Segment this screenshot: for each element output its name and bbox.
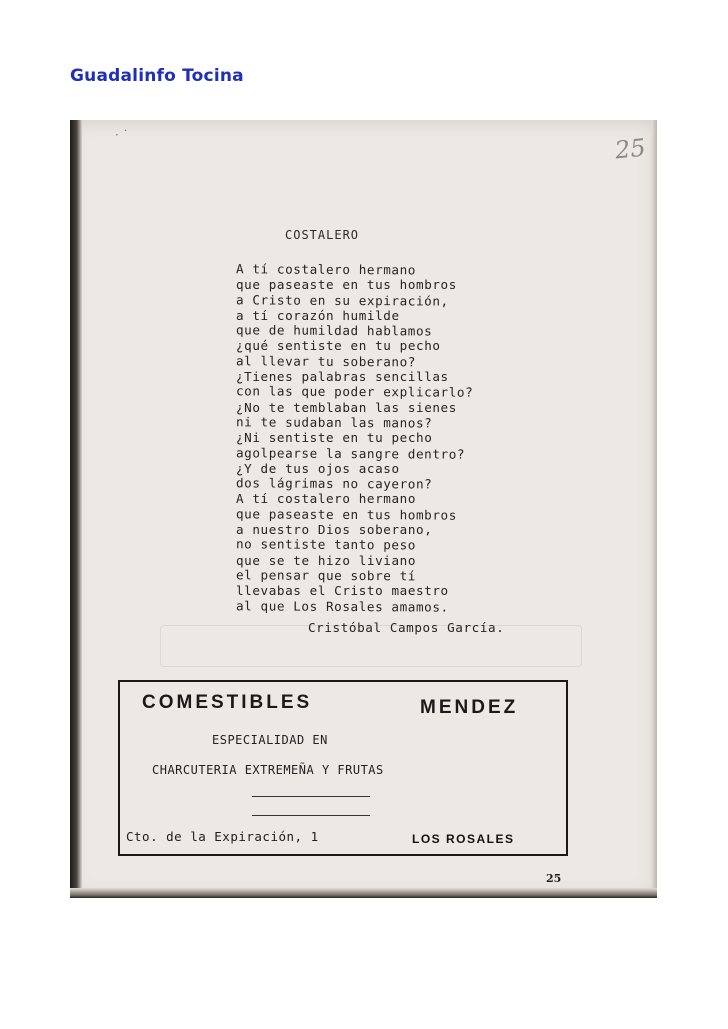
poem-line: a Cristo en su expiración, [235,291,449,309]
poem-line: dos lágrimas no cayeron? [235,475,433,492]
poem-line: ¿qué sentiste en tu pecho [236,338,441,354]
poem-line: ¿Y de tus ojos acaso [236,460,400,476]
ad-neighborhood: LOS ROSALES [412,832,515,846]
poem-line: al llevar tu soberano? [235,353,417,370]
poem-line: al que Los Rosales amamos. [235,597,449,615]
poem-line: que de humildad hablamos [235,322,433,339]
poem-line: ¿No te temblaban las sienes [236,399,457,415]
ad-address: Cto. de la Expiración, 1 [126,829,319,844]
scanned-page [70,120,657,898]
poem-line: ¿Tienes palabras sencillas [236,369,449,385]
poem-line: ni te sudaban las manos? [235,414,433,431]
ad-divider-line [252,815,370,816]
poem-line: A tí costalero hermano [235,261,417,278]
ad-business-name: COMESTIBLES [142,692,313,713]
page-binding-shadow [70,120,82,898]
ad-description: CHARCUTERIA EXTREMEÑA Y FRUTAS [152,763,384,777]
poem-line: ¿Ni sentiste en tu pecho [236,430,433,446]
page-bottom-edge [70,888,657,898]
poem-line: con las que poder explicarlo? [235,383,474,401]
poem-line: a nuestro Dios soberano, [236,522,433,538]
poem-author: Cristóbal Campos García. [308,620,505,635]
ad-subtitle: ESPECIALIDAD EN [212,733,328,747]
dust-specks: · ˙ [115,128,129,142]
page-number: 25 [546,872,562,885]
poem-line: que se te hizo liviano [236,552,417,568]
poem-line: el pensar que sobre tí [235,567,417,584]
ad-owner-name: MENDEZ [420,697,519,718]
poem-line: que paseaste en tus hombros [236,277,457,293]
advertisement-box [118,680,568,856]
document-header-title: Guadalinfo Tocina [70,66,244,86]
poem-body [236,262,473,614]
ad-divider-line [252,796,370,797]
handwritten-folio-number: 25 [613,133,647,165]
page-right-edge [651,120,657,898]
poem-line: a tí corazón humilde [236,307,400,323]
poem-title: COSTALERO [285,228,360,242]
poem-line: A tí costalero hermano [236,491,417,507]
poem-line: llevabas el Cristo maestro [236,583,449,599]
poem-line: que paseaste en tus hombros [235,506,457,523]
poem-line: agolpearse la sangre dentro? [235,444,466,462]
poem-line: no sentiste tanto peso [235,536,417,553]
